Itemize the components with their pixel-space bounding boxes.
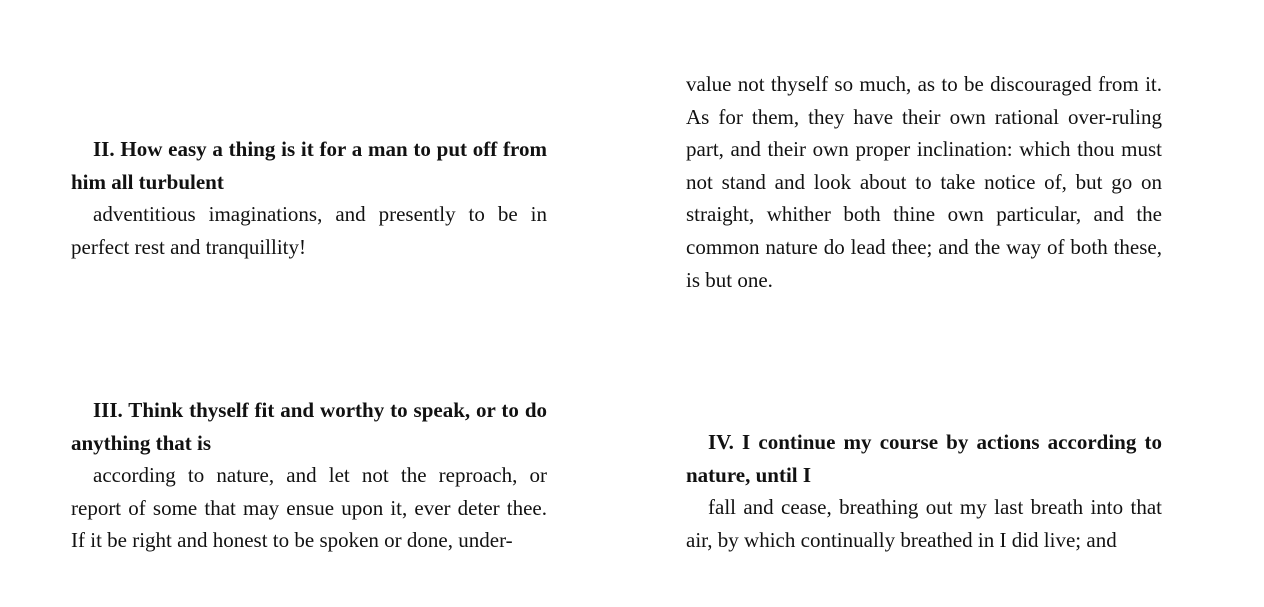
section-4-text: fall and cease, breathing out my last breath into that air, by which continually breathed in I did live; and bbox=[686, 495, 1162, 552]
section-1-continuation bbox=[686, 68, 1162, 296]
section-2-text: adventitious imaginations, and presently to be in perfect rest and tranquillity! bbox=[71, 202, 547, 259]
continuation-text: value not thyself so much, as to be discouraged from it. As for them, they have their own rational over-ruling part, and their own proper inclination: which thou must not stand and look about to take notice of, but go on straight, whither both thine own particular, and the common nature do lead thee; and the way of both these, is but one. bbox=[686, 72, 1162, 292]
section-3-text: according to nature, and let not the reproach, or report of some that may ensue upon it, ever deter thee. If it be right and honest to be spoken or done, under- bbox=[71, 463, 547, 553]
section-4 bbox=[686, 426, 1162, 556]
section-4-heading: IV. I continue my course by actions according to nature, until I bbox=[686, 430, 1162, 487]
section-3-heading: III. Think thyself fit and worthy to speak, or to do anything that is bbox=[71, 398, 547, 455]
section-2 bbox=[71, 133, 547, 263]
section-3 bbox=[71, 394, 547, 557]
section-2-heading: II. How easy a thing is it for a man to put off from him all turbulent bbox=[71, 137, 547, 194]
